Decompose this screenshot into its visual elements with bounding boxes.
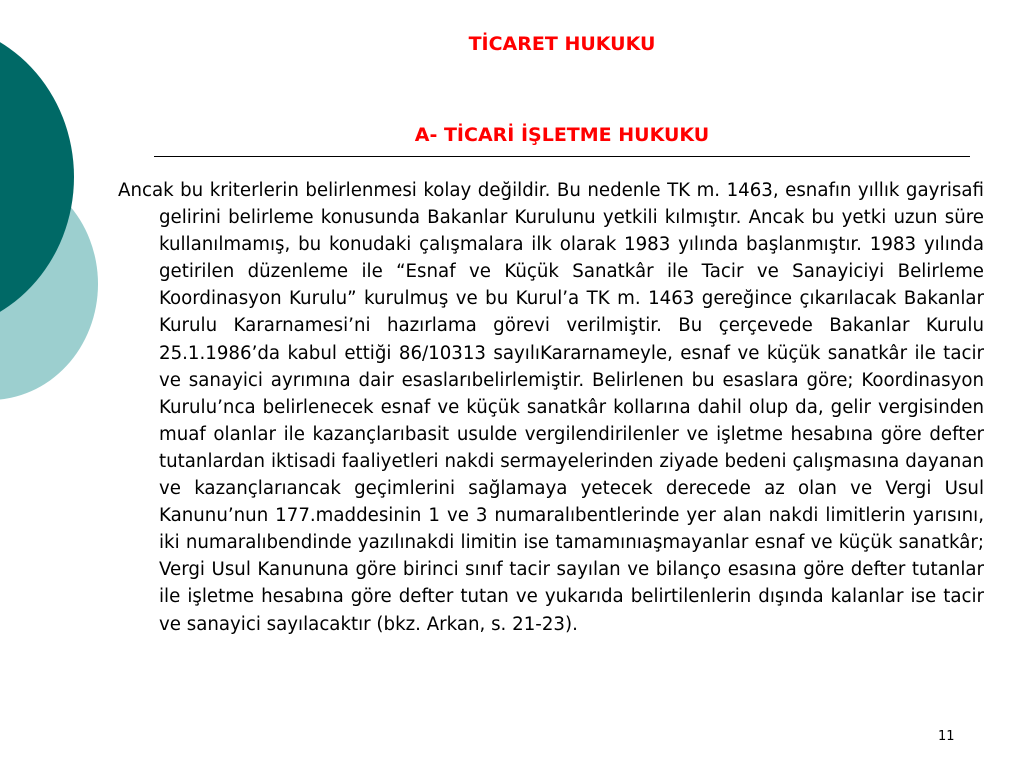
slide-subtitle: A- TİCARİ İŞLETME HUKUKU [414, 124, 710, 146]
page-number: 11 [938, 729, 955, 744]
body-paragraph: Ancak bu kriterlerin belirlenmesi kolay değildir. Bu nedenle TK m. 1463, esnafın yıllık gayrisafi gelirini belirleme konusunda Bakanlar Kurulunu yetkili kılmıştır. Ancak bu yetki uzun süre kullanılmamış, bu konudaki çalışmalara ilk olarak 1983 yılında başlanmıştır. 1983 yılında getirilen düzenleme ile “Esnaf ve Küçük Sanatkâr ile Tacir ve Sanayiciyi Belirleme Koordinasyon Kurulu” kurulmuş ve bu Kurul’a TK m. 1463 gereğince çıkarılacak Bakanlar Kurulu Kararnamesi’ni hazırlama görevi verilmiştir. Bu çerçevede Bakanlar Kurulu 25.1.1986’da kabul ettiği 86/10313 sayılıKararnameyle, esnaf ve küçük sanatkâr ile tacir ve sanayici ayrımına dair esaslarıbelirlemiştir. Belirlenen bu esaslara göre; Koordinasyon Kurulu’nca belirlenecek esnaf ve küçük sanatkâr kollarına dahil olup da, gelir vergisinden muaf olanlar ile kazançlarıbasit usulde vergilendirilenler ve işletme hesabına göre defter tutanlardan iktisadi faaliyetleri nakdi sermayelerinden ziyade bedeni çalışmasına dayanan ve kazançlarıancak geçimlerini sağlamaya yetecek derecede az olan ve Vergi Usul Kanunu’nun 177.maddesinin 1 ve 3 numaralıbentlerinde yer alan nakdi limitlerin yarısını, iki numaralıbendinde yazılınakdi limitin ise tamamınıaşmayanlar esnaf ve küçük sanatkâr; Vergi Usul Kanununa göre birinci sınıf tacir sayılan ve bilanço esasına göre defter tutanlar ile işletme hesabına göre defter tutan ve yukarıda belirtilenlerin dışında kalanlar ise tacir ve sanayici sayılacaktır (bkz. Arkan, s. 21-23). [118, 180, 984, 635]
slide-title: TİCARET HUKUKU [468, 33, 656, 55]
divider-line [154, 156, 970, 157]
